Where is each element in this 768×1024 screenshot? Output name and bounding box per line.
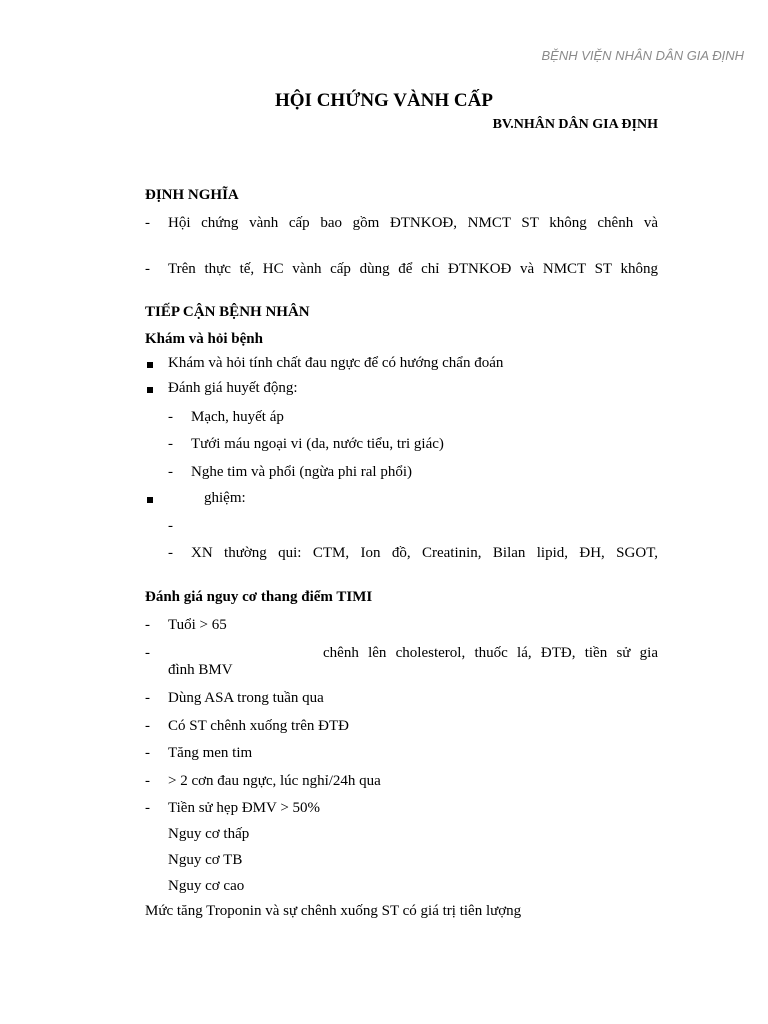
dash-marker: -	[145, 718, 150, 734]
dash-marker: -	[168, 436, 173, 452]
timi-item-2: chênh lên cholesterol, thuốc lá, ĐTĐ, tiền sử gia	[323, 645, 658, 661]
dash-marker: -	[145, 645, 150, 661]
document-title: HỘI CHỨNG VÀNH CẤP	[275, 90, 493, 111]
dash-marker: -	[145, 690, 150, 706]
timi-item-5: Tăng men tim	[168, 745, 253, 761]
risk-level-low: Nguy cơ thấp	[168, 826, 250, 842]
definition-item-2: Trên thực tế, HC vành cấp dùng để chỉ ĐTNKOĐ và NMCT ST không	[168, 261, 658, 277]
dash-marker: -	[145, 617, 150, 633]
dash-marker: -	[168, 518, 173, 534]
dash-marker: -	[168, 545, 173, 561]
header-organization: BỆNH VIỆN NHÂN DÂN GIA ĐỊNH	[541, 48, 744, 63]
document-subtitle: BV.NHÂN DÂN GIA ĐỊNH	[492, 117, 658, 132]
exam-bullet-2: Đánh giá huyết động:	[168, 380, 298, 396]
subheading-exam: Khám và hỏi bệnh	[145, 331, 263, 347]
timi-item-2-continuation: đình BMV	[168, 662, 233, 678]
conclusion-text: Mức tăng Troponin và sự chênh xuống ST có giá trị tiên lượng	[145, 903, 522, 919]
dash-marker: -	[145, 261, 150, 277]
hemodynamic-item-1: Mạch, huyết áp	[191, 409, 284, 425]
square-bullet-icon	[147, 387, 153, 393]
lab-item: XN thường qui: CTM, Ion đồ, Creatinin, Bilan lipid, ĐH, SGOT,	[191, 545, 658, 561]
square-bullet-icon	[147, 497, 153, 503]
timi-item-6: > 2 cơn đau ngực, lúc nghỉ/24h qua	[168, 773, 381, 789]
exam-bullet-1: Khám và hỏi tính chất đau ngực để có hướng chẩn đoán	[168, 355, 504, 371]
dash-marker: -	[168, 464, 173, 480]
exam-bullet-3: ghiệm:	[204, 490, 246, 506]
timi-item-7: Tiền sử hẹp ĐMV > 50%	[168, 800, 321, 816]
section-heading-approach: TIẾP CẬN BỆNH NHÂN	[145, 304, 310, 320]
timi-item-1: Tuổi > 65	[168, 617, 227, 633]
risk-level-medium: Nguy cơ TB	[168, 852, 243, 868]
section-heading-definition: ĐỊNH NGHĨA	[145, 187, 239, 203]
dash-marker: -	[168, 409, 173, 425]
timi-item-3: Dùng ASA trong tuần qua	[168, 690, 324, 706]
dash-marker: -	[145, 800, 150, 816]
square-bullet-icon	[147, 362, 153, 368]
dash-marker: -	[145, 745, 150, 761]
definition-item-1: Hội chứng vành cấp bao gồm ĐTNKOĐ, NMCT ST không chênh và	[168, 215, 658, 231]
risk-level-high: Nguy cơ cao	[168, 878, 245, 894]
section-heading-timi: Đánh giá nguy cơ thang điểm TIMI	[145, 589, 373, 605]
hemodynamic-item-3: Nghe tim và phổi (ngừa phi ral phổi)	[191, 464, 413, 480]
hemodynamic-item-2: Tưới máu ngoại vi (da, nước tiểu, tri giác)	[191, 436, 444, 452]
dash-marker: -	[145, 215, 150, 231]
dash-marker: -	[145, 773, 150, 789]
timi-item-4: Có ST chênh xuống trên ĐTĐ	[168, 718, 349, 734]
